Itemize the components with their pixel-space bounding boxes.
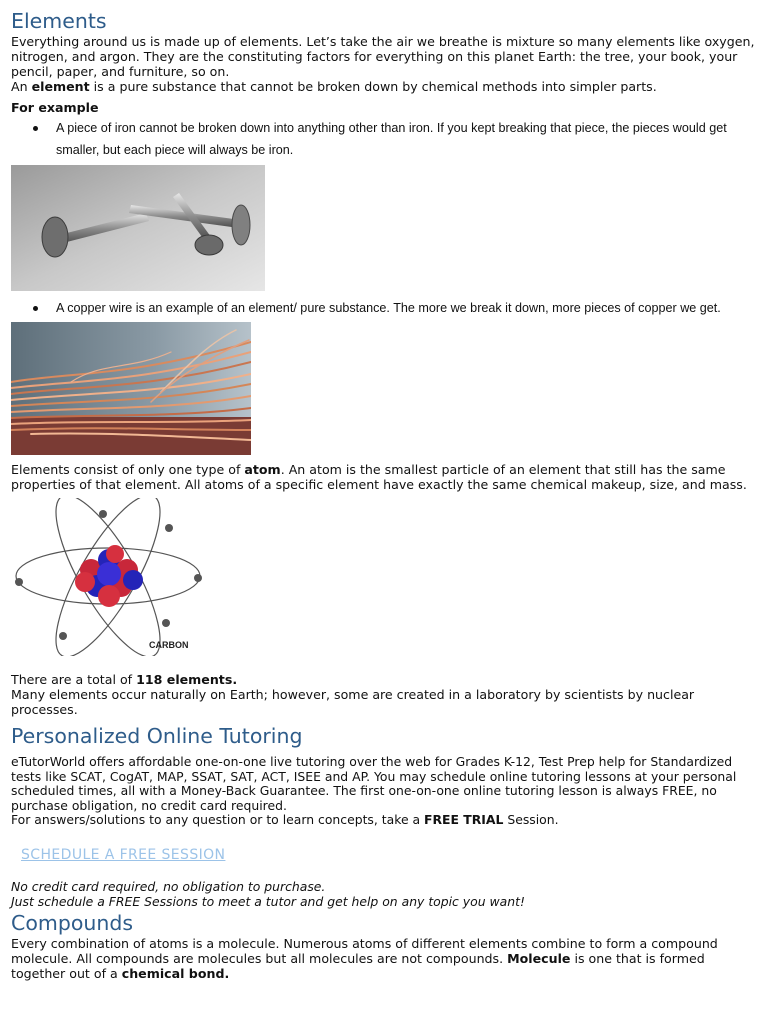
compounds-heading: Compounds bbox=[11, 911, 134, 936]
compounds-mid: is one that is formed together out of a bbox=[11, 951, 705, 982]
elements-heading: Elements bbox=[11, 9, 107, 33]
bullet-iron: A piece of iron cannot be broken down into anything other than iron. If you kept breaking that piece, the pieces would get smaller, but each piece will always be iron. bbox=[11, 117, 759, 161]
carbon-label: CARBON bbox=[149, 640, 189, 650]
trial-prefix: For answers/solutions to any question or to learn concepts, take a bbox=[11, 812, 425, 828]
total-elements bbox=[11, 672, 759, 687]
definition-term: element bbox=[31, 79, 90, 94]
tutoring-heading: Personalized Online Tutoring bbox=[11, 724, 303, 748]
example-list-1 bbox=[11, 117, 759, 161]
example-list-2 bbox=[11, 297, 759, 319]
document-page bbox=[11, 8, 759, 981]
molecule-term: Molecule bbox=[507, 951, 571, 967]
elements-intro: Everything around us is made up of elements. Let’s take the air we breathe is mixture so many elements like oxygen, nitrogen, and argon. They are the constituting factors for everything on this planet Earth: the tree, your book, your pencil, paper, and furniture, so on. bbox=[11, 34, 755, 79]
bullet-copper: A copper wire is an example of an element/ pure substance. The more we break it down, more pieces of copper we get. bbox=[11, 297, 759, 319]
trial-term: FREE TRIAL bbox=[424, 812, 504, 828]
schedule-note: Just schedule a FREE Sessions to meet a tutor and get help on any topic you want! bbox=[11, 893, 525, 909]
example-heading: For example bbox=[11, 100, 99, 115]
atom-suffix: . An atom is the smallest particle of an element that still has the same properties of that element. All atoms of a specific element have exactly the same chemical makeup, size, and mass. bbox=[11, 462, 747, 492]
chemical-bond-term: chemical bond. bbox=[121, 966, 230, 982]
compounds-body bbox=[11, 936, 759, 981]
no-credit-note: No credit card required, no obligation to purchase. bbox=[11, 878, 326, 894]
free-trial-line bbox=[11, 813, 759, 828]
compounds-prefix: Every combination of atoms is a molecule. Numerous atoms of different elements combine to form a compound molecule. All compounds are molecules but all molecules are not compounds. bbox=[11, 936, 718, 967]
definition-suffix: is a pure substance that cannot be broken down by chemical methods into simpler parts. bbox=[89, 79, 657, 94]
schedule-free-session-link[interactable]: SCHEDULE A FREE SESSION bbox=[21, 846, 226, 863]
definition-prefix: An bbox=[11, 79, 32, 94]
total-term: 118 elements. bbox=[136, 672, 238, 687]
copper-wire-image bbox=[11, 322, 251, 455]
trial-suffix: Session. bbox=[503, 812, 559, 828]
atom-prefix: Elements consist of only one type of bbox=[11, 462, 245, 477]
element-definition bbox=[11, 79, 759, 94]
schedule-row bbox=[11, 844, 759, 864]
total-prefix: There are a total of bbox=[11, 672, 137, 687]
natural-elements: Many elements occur naturally on Earth; however, some are created in a laboratory by scientists by nuclear processes. bbox=[11, 687, 695, 717]
tutoring-body: eTutorWorld offers affordable one-on-one live tutoring over the web for Grades K-12, Test Prep help for Standardized tests like SCAT, CogAT, MAP, SSAT, SAT, ACT, ISEE and AP. You may schedule online tutoring lessons at your personal scheduled times, all with a Money-Back Guarantee. The first one-on-one online tutoring lesson is always FREE, no purchase obligation, no credit card required. bbox=[11, 754, 737, 813]
iron-nails-image bbox=[11, 165, 265, 291]
atom-description bbox=[11, 462, 759, 492]
atom-term: atom bbox=[244, 462, 281, 477]
carbon-atom-image bbox=[11, 498, 211, 656]
